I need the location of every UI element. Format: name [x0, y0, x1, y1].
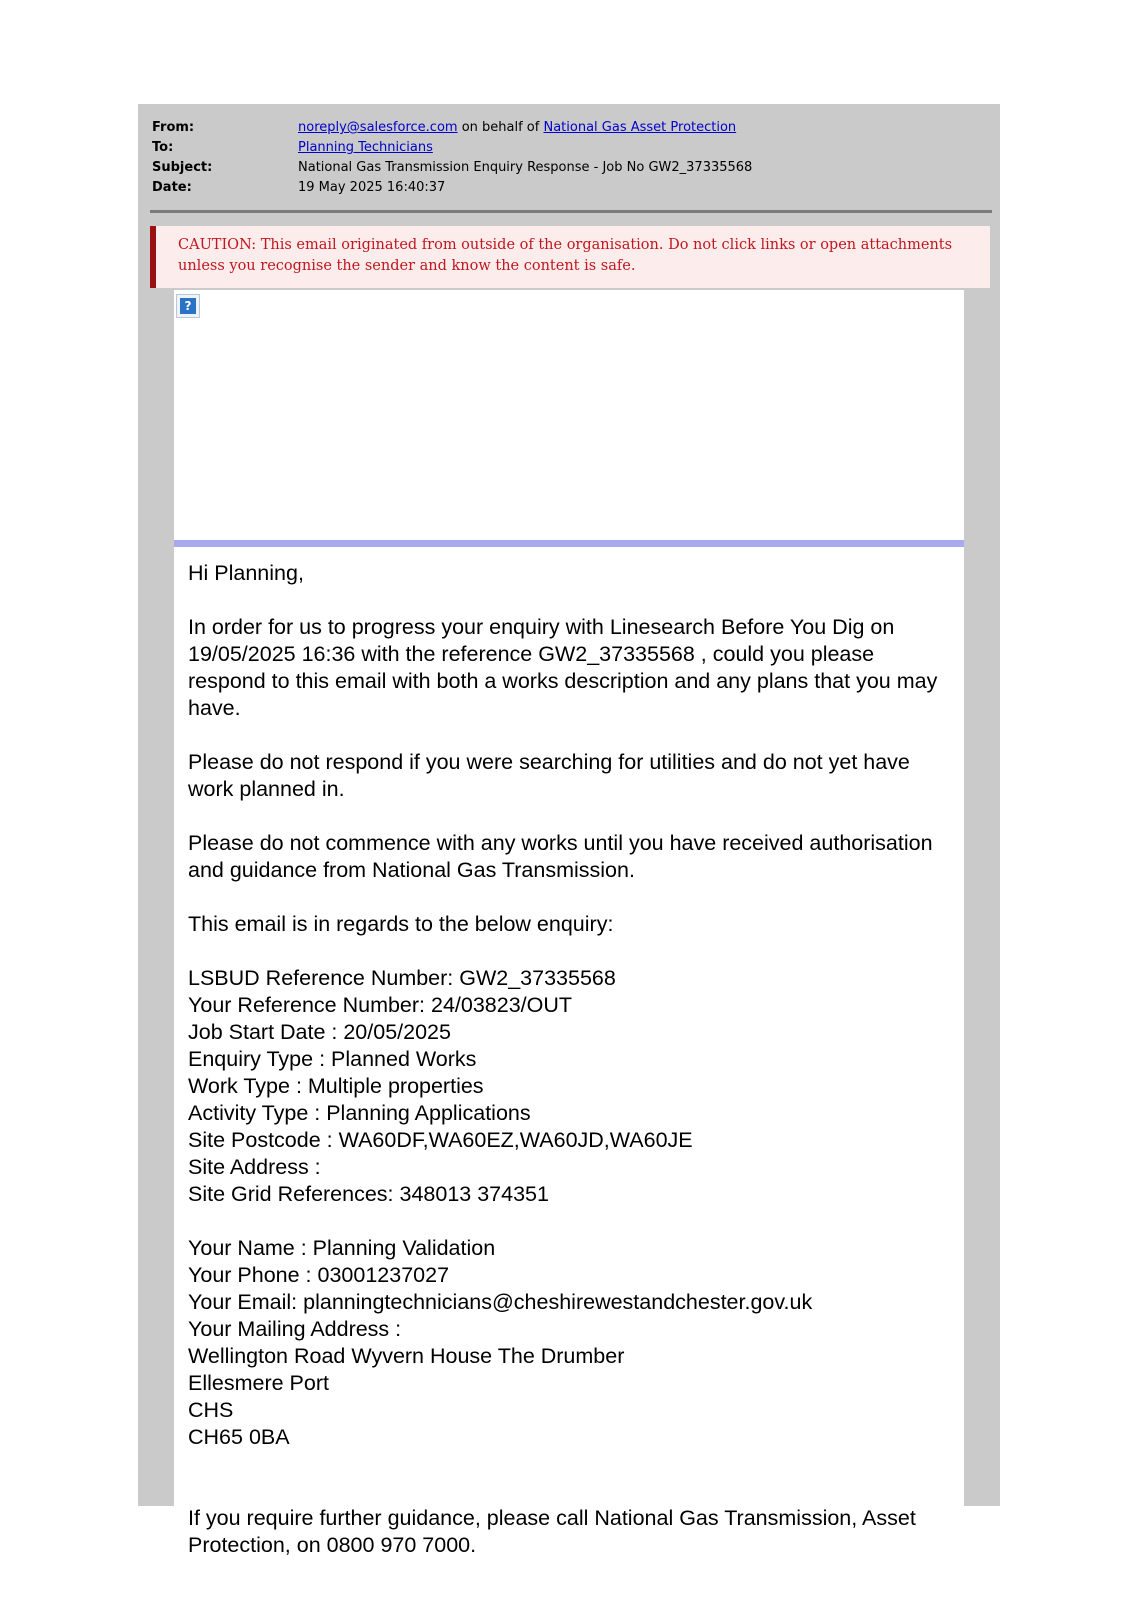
enquiry-line: Site Postcode : WA60DF,WA60EZ,WA60JD,WA60JE [188, 1128, 693, 1152]
contact-line: Your Name : Planning Validation [188, 1236, 496, 1260]
on-behalf-text: on behalf of [461, 120, 540, 135]
contact-line: CH65 0BA [188, 1425, 290, 1449]
subject-value: National Gas Transmission Enquiry Response - Job No GW2_37335568 [298, 160, 753, 175]
contact-line: Your Mailing Address : [188, 1317, 402, 1341]
contact-line: Wellington Road Wyvern House The Drumber [188, 1344, 625, 1368]
enquiry-line: Site Address : [188, 1155, 321, 1179]
paragraph-do-not-respond: Please do not respond if you were searching for utilities and do not yet have work planned in. [188, 750, 910, 801]
enquiry-line: Site Grid References: 348013 374351 [188, 1182, 549, 1206]
contact-details [188, 1235, 948, 1451]
email-print-frame [138, 104, 1000, 1557]
body-top-rule [174, 540, 964, 547]
enquiry-line: Your Reference Number: 24/03823/OUT [188, 993, 573, 1017]
header-subject-row [152, 158, 992, 178]
broken-image-icon[interactable]: ? [176, 294, 200, 318]
from-email-link[interactable]: noreply@salesforce.com [298, 120, 458, 135]
email-body-text [188, 560, 948, 1586]
caution-banner [150, 226, 990, 288]
caution-text: CAUTION: This email originated from outside of the organisation. Do not click links or open attachments unless you recognise the sender and know the content is safe. [178, 237, 953, 274]
enquiry-line: LSBUD Reference Number: GW2_37335568 [188, 966, 616, 990]
paragraph-progress-enquiry: In order for us to progress your enquiry with Linesearch Before You Dig on 19/05/2025 16:36 with the reference GW2_37335568 , could you please respond to this email with both a works description and any plans that you may have. [188, 615, 938, 720]
contact-line: Your Phone : 03001237027 [188, 1263, 450, 1287]
closing-guidance: If you require further guidance, please call National Gas Transmission, Asset Protection, on 0800 970 7000. [188, 1506, 916, 1557]
from-name-link[interactable]: National Gas Asset Protection [543, 120, 737, 135]
enquiry-details [188, 965, 948, 1208]
paragraph-do-not-commence: Please do not commence with any works until you have received authorisation and guidance from National Gas Transmission. [188, 831, 933, 882]
contact-line: Ellesmere Port [188, 1371, 329, 1395]
header-to-row [152, 138, 992, 158]
enquiry-line: Enquiry Type : Planned Works [188, 1047, 477, 1071]
enquiry-line: Job Start Date : 20/05/2025 [188, 1020, 451, 1044]
enquiry-line: Activity Type : Planning Applications [188, 1101, 531, 1125]
to-recipient-link[interactable]: Planning Technicians [298, 140, 433, 155]
contact-line: Your Email: planningtechnicians@cheshirewestandchester.gov.uk [188, 1290, 813, 1314]
enquiry-line: Work Type : Multiple properties [188, 1074, 484, 1098]
greeting: Hi Planning, [188, 561, 304, 585]
to-label: To: [152, 140, 174, 155]
contact-line: CHS [188, 1398, 234, 1422]
from-label: From: [152, 120, 195, 135]
subject-label: Subject: [152, 160, 213, 175]
date-value: 19 May 2025 16:40:37 [298, 180, 446, 195]
header-divider [150, 210, 992, 213]
email-body-panel [174, 290, 964, 1557]
date-label: Date: [152, 180, 192, 195]
header-from-row [152, 118, 992, 138]
header-date-row [152, 178, 992, 198]
paragraph-enquiry-intro: This email is in regards to the below enquiry: [188, 912, 614, 936]
email-header [152, 118, 992, 198]
